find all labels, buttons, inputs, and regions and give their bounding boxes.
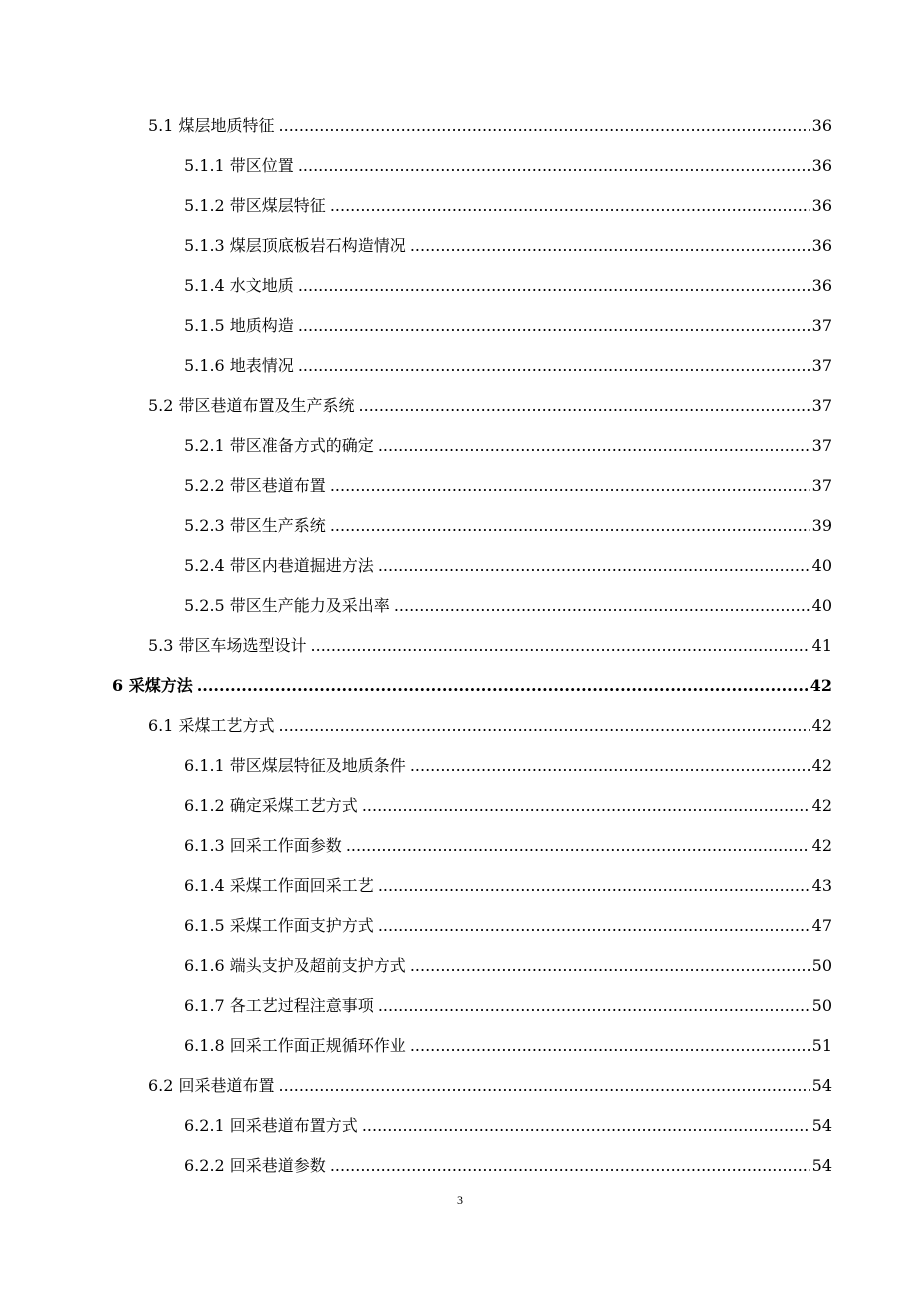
toc-entry-label: 5.1.5 地质构造: [184, 316, 294, 335]
toc-entry[interactable]: [184, 312, 832, 336]
toc-entry-label: 5.1.2 带区煤层特征: [184, 196, 326, 215]
dot-leader: [410, 956, 810, 976]
toc-entry[interactable]: [184, 272, 832, 296]
toc-entry-page: 37: [811, 356, 832, 375]
toc-entry[interactable]: [148, 392, 832, 416]
toc-entry-label: 5.1.6 地表情况: [184, 356, 294, 375]
toc-entry-label: 6.1 采煤工艺方式: [148, 716, 275, 735]
dot-leader: [410, 1036, 810, 1056]
toc-entry-label: 6.1.4 采煤工作面回采工艺: [184, 876, 374, 895]
toc-entry-label: 5.1.3 煤层顶底板岩石构造情况: [184, 236, 406, 255]
toc-entry-label: 6.2.1 回采巷道布置方式: [184, 1116, 358, 1135]
toc-entry[interactable]: [148, 1072, 832, 1096]
toc-entry-label: 6.2.2 回采巷道参数: [184, 1156, 326, 1175]
dot-leader: [298, 276, 810, 296]
toc-entry[interactable]: [184, 552, 832, 576]
dot-leader: [359, 396, 810, 416]
dot-leader: [378, 916, 810, 936]
toc-entry[interactable]: [184, 1112, 832, 1136]
dot-leader: [298, 356, 810, 376]
toc-entry-page: 36: [811, 116, 832, 135]
dot-leader: [330, 476, 810, 496]
toc-entry-page: 37: [811, 476, 832, 495]
toc-entry[interactable]: [148, 112, 832, 136]
toc-entry[interactable]: [184, 232, 832, 256]
dot-leader: [330, 1156, 810, 1176]
dot-leader: [362, 1116, 810, 1136]
toc-entry[interactable]: [148, 712, 832, 736]
toc-entry[interactable]: [184, 152, 832, 176]
dot-leader: [378, 996, 810, 1016]
dot-leader: [346, 836, 810, 856]
dot-leader: [279, 1076, 810, 1096]
toc-entry-page: 40: [811, 596, 832, 615]
toc-entry[interactable]: [184, 512, 832, 536]
toc-entry-page: 41: [811, 636, 832, 655]
dot-leader: [279, 116, 810, 136]
toc-entry-label: 5.1 煤层地质特征: [148, 116, 275, 135]
toc-entry-page: 54: [811, 1076, 832, 1095]
dot-leader: [279, 716, 810, 736]
toc-entry[interactable]: [184, 1032, 832, 1056]
toc-entry[interactable]: [184, 872, 832, 896]
toc-entry-page: 37: [811, 396, 832, 415]
toc-entry[interactable]: [184, 912, 832, 936]
toc-entry-page: 37: [811, 436, 832, 455]
dot-leader: [378, 876, 810, 896]
toc-entry-page: 50: [811, 956, 832, 975]
dot-leader: [298, 156, 810, 176]
dot-leader: [330, 516, 810, 536]
toc-entry-page: 54: [811, 1116, 832, 1135]
dot-leader: [410, 236, 810, 256]
toc-entry-page: 36: [811, 236, 832, 255]
toc-entry-page: 36: [811, 156, 832, 175]
dot-leader: [378, 556, 810, 576]
dot-leader: [311, 636, 810, 656]
toc-entry[interactable]: [184, 432, 832, 456]
toc-entry[interactable]: [184, 952, 832, 976]
dot-leader: [410, 756, 810, 776]
toc-entry-label: 6.1.5 采煤工作面支护方式: [184, 916, 374, 935]
toc-entry-label: 5.1.4 水文地质: [184, 276, 294, 295]
toc-entry-page: 47: [811, 916, 832, 935]
toc-entry-page: 43: [811, 876, 832, 895]
toc-entry-label: 5.3 带区车场选型设计: [148, 636, 307, 655]
toc-entry[interactable]: [184, 792, 832, 816]
toc-entry[interactable]: [184, 192, 832, 216]
toc-entry-label: 5.2.5 带区生产能力及采出率: [184, 596, 390, 615]
toc-entry[interactable]: [184, 992, 832, 1016]
toc-entry-label: 6.1.1 带区煤层特征及地质条件: [184, 756, 406, 775]
toc-entry-page: 50: [811, 996, 832, 1015]
dot-leader: [330, 196, 810, 216]
toc-entry-label: 6.1.2 确定采煤工艺方式: [184, 796, 358, 815]
toc-entry-page: 42: [809, 676, 832, 695]
dot-leader: [298, 316, 810, 336]
toc-entry-page: 54: [811, 1156, 832, 1175]
toc-entry-label: 6 采煤方法: [112, 676, 193, 695]
toc-entry-label: 6.1.7 各工艺过程注意事项: [184, 996, 374, 1015]
toc-entry[interactable]: [184, 832, 832, 856]
dot-leader: [394, 596, 810, 616]
toc-entry-page: 51: [811, 1036, 832, 1055]
page-number: 3: [457, 1193, 463, 1207]
toc-entry-page: 42: [811, 796, 832, 815]
toc-entry-label: 5.1.1 带区位置: [184, 156, 294, 175]
toc-entry-label: 5.2.4 带区内巷道掘进方法: [184, 556, 374, 575]
toc-entry-page: 40: [811, 556, 832, 575]
toc-entry-page: 42: [811, 836, 832, 855]
toc-entry[interactable]: [148, 632, 832, 656]
toc-entry-label: 6.1.8 回采工作面正规循环作业: [184, 1036, 406, 1055]
toc-entry-page: 42: [811, 716, 832, 735]
toc-entry-page: 36: [811, 196, 832, 215]
toc-entry-label: 5.2.3 带区生产系统: [184, 516, 326, 535]
toc-entry-page: 39: [811, 516, 832, 535]
toc-entry-label: 6.2 回采巷道布置: [148, 1076, 275, 1095]
toc-entry-label: 5.2.1 带区准备方式的确定: [184, 436, 374, 455]
dot-leader: [362, 796, 810, 816]
toc-entry-page: 42: [811, 756, 832, 775]
toc-entry-label: 5.2 带区巷道布置及生产系统: [148, 396, 355, 415]
toc-entry-page: 36: [811, 276, 832, 295]
toc-entry-label: 5.2.2 带区巷道布置: [184, 476, 326, 495]
dot-leader: [378, 436, 810, 456]
toc-entry[interactable]: [184, 472, 832, 496]
toc-entry-label: 6.1.6 端头支护及超前支护方式: [184, 956, 406, 975]
toc-entry-page: 37: [811, 316, 832, 335]
toc-chapter-entry[interactable]: [112, 672, 832, 696]
toc-entry[interactable]: [184, 752, 832, 776]
toc-entry-label: 6.1.3 回采工作面参数: [184, 836, 342, 855]
toc-entry[interactable]: [184, 1152, 832, 1176]
toc-entry[interactable]: [184, 352, 832, 376]
toc-entry[interactable]: [184, 592, 832, 616]
dot-leader: [197, 676, 808, 696]
